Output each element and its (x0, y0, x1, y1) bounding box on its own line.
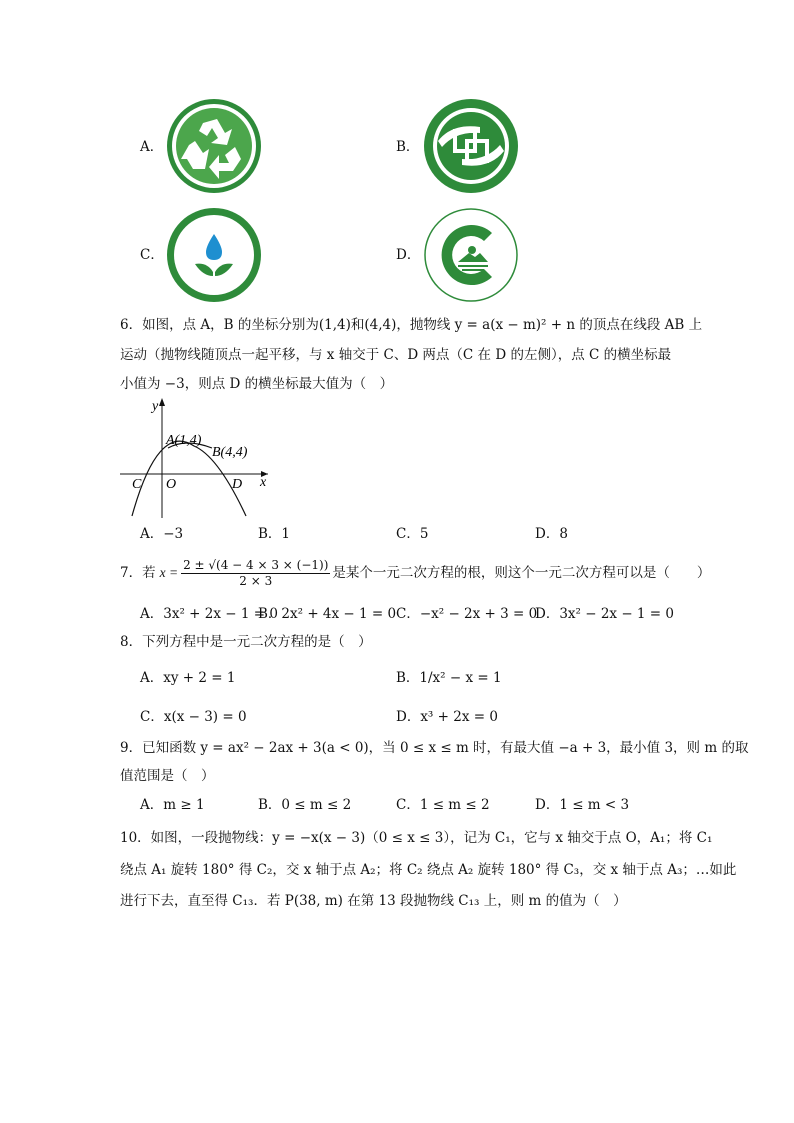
q10-stem-line2: 绕点 A₁ 旋转 180° 得 C₂，交 x 轴于点 A₂；将 C₂ 绕点 A₂ 旋转 180° 得 C₃，交 x 轴于点 A₃；…如此 (120, 862, 737, 878)
q8-option-a[interactable]: A．xy + 2 = 1 (140, 670, 236, 686)
q6-stem-line3: 小值为 −3，则点 D 的横坐标最大值为（ ） (120, 376, 394, 392)
q6-label-x: x (260, 475, 267, 490)
q6-option-d[interactable]: D．8 (535, 526, 568, 542)
q8-option-c[interactable]: C．x(x − 3) = 0 (140, 709, 247, 725)
q6-option-a[interactable]: A．−3 (140, 526, 184, 542)
letter-c-landscape-logo-icon[interactable] (422, 206, 520, 304)
q9-option-d[interactable]: D．1 ≤ m < 3 (535, 797, 630, 813)
q10-stem-line3: 进行下去，直至得 C₁₃．若 P(38, m) 在第 13 段抛物线 C₁₃ 上，则 m 的值为（ ） (120, 893, 627, 909)
q6-stem-line2: 运动（抛物线随顶点一起平移，与 x 轴交于 C、D 两点（C 在 D 的左侧），点 C 的横坐标最 (120, 347, 672, 363)
q6-label-o: O (166, 477, 177, 492)
q5-option-c-label[interactable]: C． (140, 247, 164, 263)
q7-fraction-numerator: 2 ± √(4 − 4 × 3 × (−1)) (183, 557, 329, 572)
q6-label-a: A(1,4) (166, 433, 202, 448)
q6-option-b[interactable]: B．1 (258, 526, 291, 542)
q6-parabola-figure (118, 394, 278, 520)
q5-option-a-label[interactable]: A． (140, 139, 164, 155)
recycle-logo-icon[interactable] (165, 97, 263, 195)
q9-stem-line1: 9．已知函数 y = ax² − 2ax + 3(a < 0)，当 0 ≤ x ≤ m 时，有最大值 −a + 3，最小值 3，则 m 的取 (120, 740, 749, 756)
interlocking-squares-logo-icon[interactable] (422, 97, 520, 195)
q5-option-b-label[interactable]: B． (396, 139, 420, 155)
q7-option-b[interactable]: B．2x² + 4x − 1 = 0 (258, 606, 397, 622)
q7-root-fraction (181, 558, 330, 589)
q9-option-c[interactable]: C．1 ≤ m ≤ 2 (396, 797, 490, 813)
q6-label-y: y (152, 399, 159, 414)
q10-stem-line1: 10．如图，一段抛物线：y = −x(x − 3)（0 ≤ x ≤ 3），记为 C₁，它与 x 轴交于点 O，A₁；将 C₁ (120, 830, 713, 846)
q7-suffix: 是某个一元二次方程的根，则这个一元二次方程可以是（ ） (332, 565, 711, 581)
water-drop-sprout-logo-icon[interactable] (165, 206, 263, 304)
q7-fraction-denominator: 2 × 3 (239, 573, 273, 588)
q7-option-c[interactable]: C．−x² − 2x + 3 = 0 (396, 606, 538, 622)
q6-y-axis-arrow (159, 398, 165, 406)
q5-option-d-label[interactable]: D． (396, 247, 421, 263)
q7-option-a[interactable]: A．3x² + 2x − 1 = 0 (140, 606, 278, 622)
q7-x-equals: x = (159, 565, 179, 580)
q7-option-d[interactable]: D．3x² − 2x − 1 = 0 (535, 606, 675, 622)
q6-label-c: C (132, 477, 142, 492)
q7-stem (120, 553, 710, 593)
q6-stem-line1: 6．如图，点 A，B 的坐标分别为(1,4)和(4,4)，抛物线 y = a(x − m)² + n 的顶点在线段 AB 上 (120, 317, 703, 333)
q9-stem-line2: 值范围是（ ） (120, 768, 215, 784)
q8-option-b[interactable]: B．1/x² − x = 1 (396, 670, 502, 686)
q9-option-a[interactable]: A．m ≥ 1 (140, 797, 205, 813)
q8-option-d[interactable]: D．x³ + 2x = 0 (396, 709, 498, 725)
q7-prefix: 7．若 (120, 565, 156, 581)
q8-stem: 8．下列方程中是一元二次方程的是（ ） (120, 634, 372, 650)
q9-option-b[interactable]: B．0 ≤ m ≤ 2 (258, 797, 352, 813)
q6-label-d: D (232, 477, 243, 492)
q6-label-b: B(4,4) (212, 445, 248, 460)
q6-option-c[interactable]: C．5 (396, 526, 429, 542)
